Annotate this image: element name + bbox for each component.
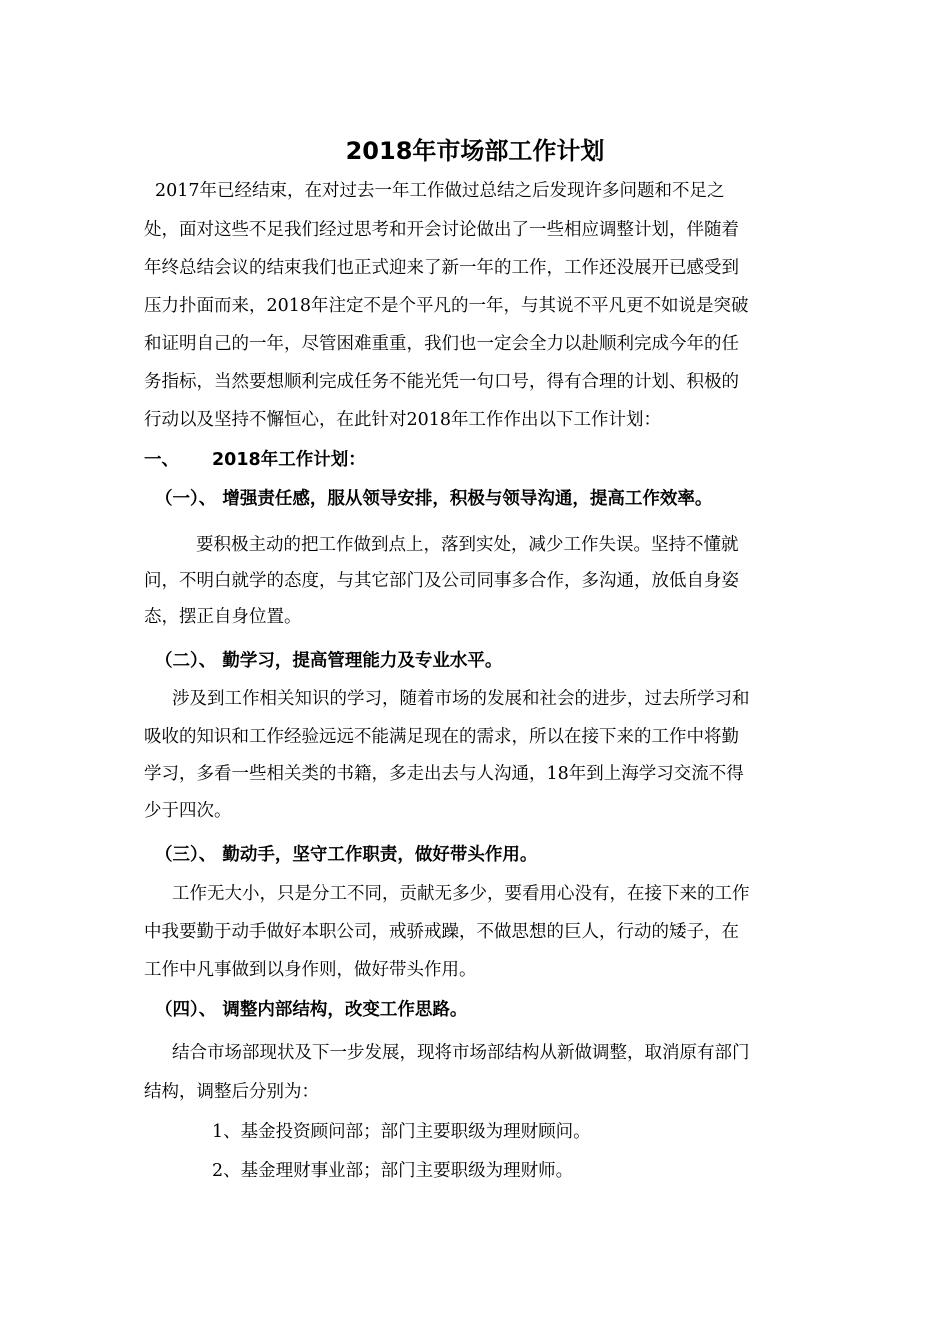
heading-number: 一、	[144, 450, 179, 470]
list-item: 2、基金理财事业部；部门主要职级为理财师。	[212, 1161, 574, 1181]
intro-line: 压力扑面而来，2018年注定不是个平凡的一年，与其说不平凡更不如说是突破	[144, 296, 749, 316]
section-line: 中我要勤于动手做好本职公司，戒骄戒躁，不做思想的巨人，行动的矮子，在	[144, 922, 739, 942]
intro-line: 年终总结会议的结束我们也正式迎来了新一年的工作，工作还没展开已感受到	[144, 258, 739, 278]
section-line: 工作无大小，只是分工不同，贡献无多少，要看用心没有，在接下来的工作	[172, 884, 750, 904]
section-line: 工作中凡事做到以身作则，做好带头作用。	[144, 960, 477, 980]
intro-line: 行动以及坚持不懈恒心，在此针对2018年工作作出以下工作计划：	[144, 410, 662, 430]
section-line: 问，不明白就学的态度，与其它部门及公司同事多合作，多沟通，放低自身姿	[144, 571, 739, 591]
section-line: 结构，调整后分别为：	[144, 1082, 319, 1102]
section-line: 涉及到工作相关知识的学习，随着市场的发展和社会的进步，过去所学习和	[172, 689, 750, 709]
section-heading: （四）、 调整内部结构，改变工作思路。	[155, 1000, 468, 1020]
intro-line: 2017年已经结束，在对过去一年工作做过总结之后发现许多问题和不足之	[155, 181, 725, 201]
section-line: 结合市场部现状及下一步发展，现将市场部结构从新做调整，取消原有部门	[172, 1043, 750, 1063]
section-heading: （一）、 增强责任感，服从领导安排，积极与领导沟通，提高工作效率。	[155, 489, 713, 509]
page-title: 2018年市场部工作计划	[345, 137, 605, 165]
intro-line: 处，面对这些不足我们经过思考和开会讨论做出了一些相应调整计划，伴随着	[144, 220, 739, 240]
section-line: 少于四次。	[144, 801, 232, 821]
section-line: 态，摆正自身位置。	[144, 607, 302, 627]
section-heading: （二）、 勤学习，提高管理能力及专业水平。	[155, 651, 503, 671]
section-heading: （三）、 勤动手，坚守工作职责，做好带头作用。	[155, 845, 538, 865]
intro-line: 务指标，当然要想顺利完成任务不能光凭一句口号，得有合理的计划、积极的	[144, 372, 739, 392]
list-item: 1、基金投资顾问部；部门主要职级为理财顾问。	[212, 1122, 591, 1142]
intro-line: 和证明自己的一年，尽管困难重重，我们也一定会全力以赴顺利完成今年的任	[144, 334, 739, 354]
section-line: 吸收的知识和工作经验远远不能满足现在的需求，所以在接下来的工作中将勤	[144, 727, 739, 747]
section-line: 要积极主动的把工作做到点上，落到实处，减少工作失误。坚持不懂就	[196, 535, 739, 555]
section-line: 学习，多看一些相关类的书籍，多走出去与人沟通，18年到上海学习交流不得	[144, 764, 744, 784]
heading-text: 2018年工作计划：	[212, 450, 366, 470]
